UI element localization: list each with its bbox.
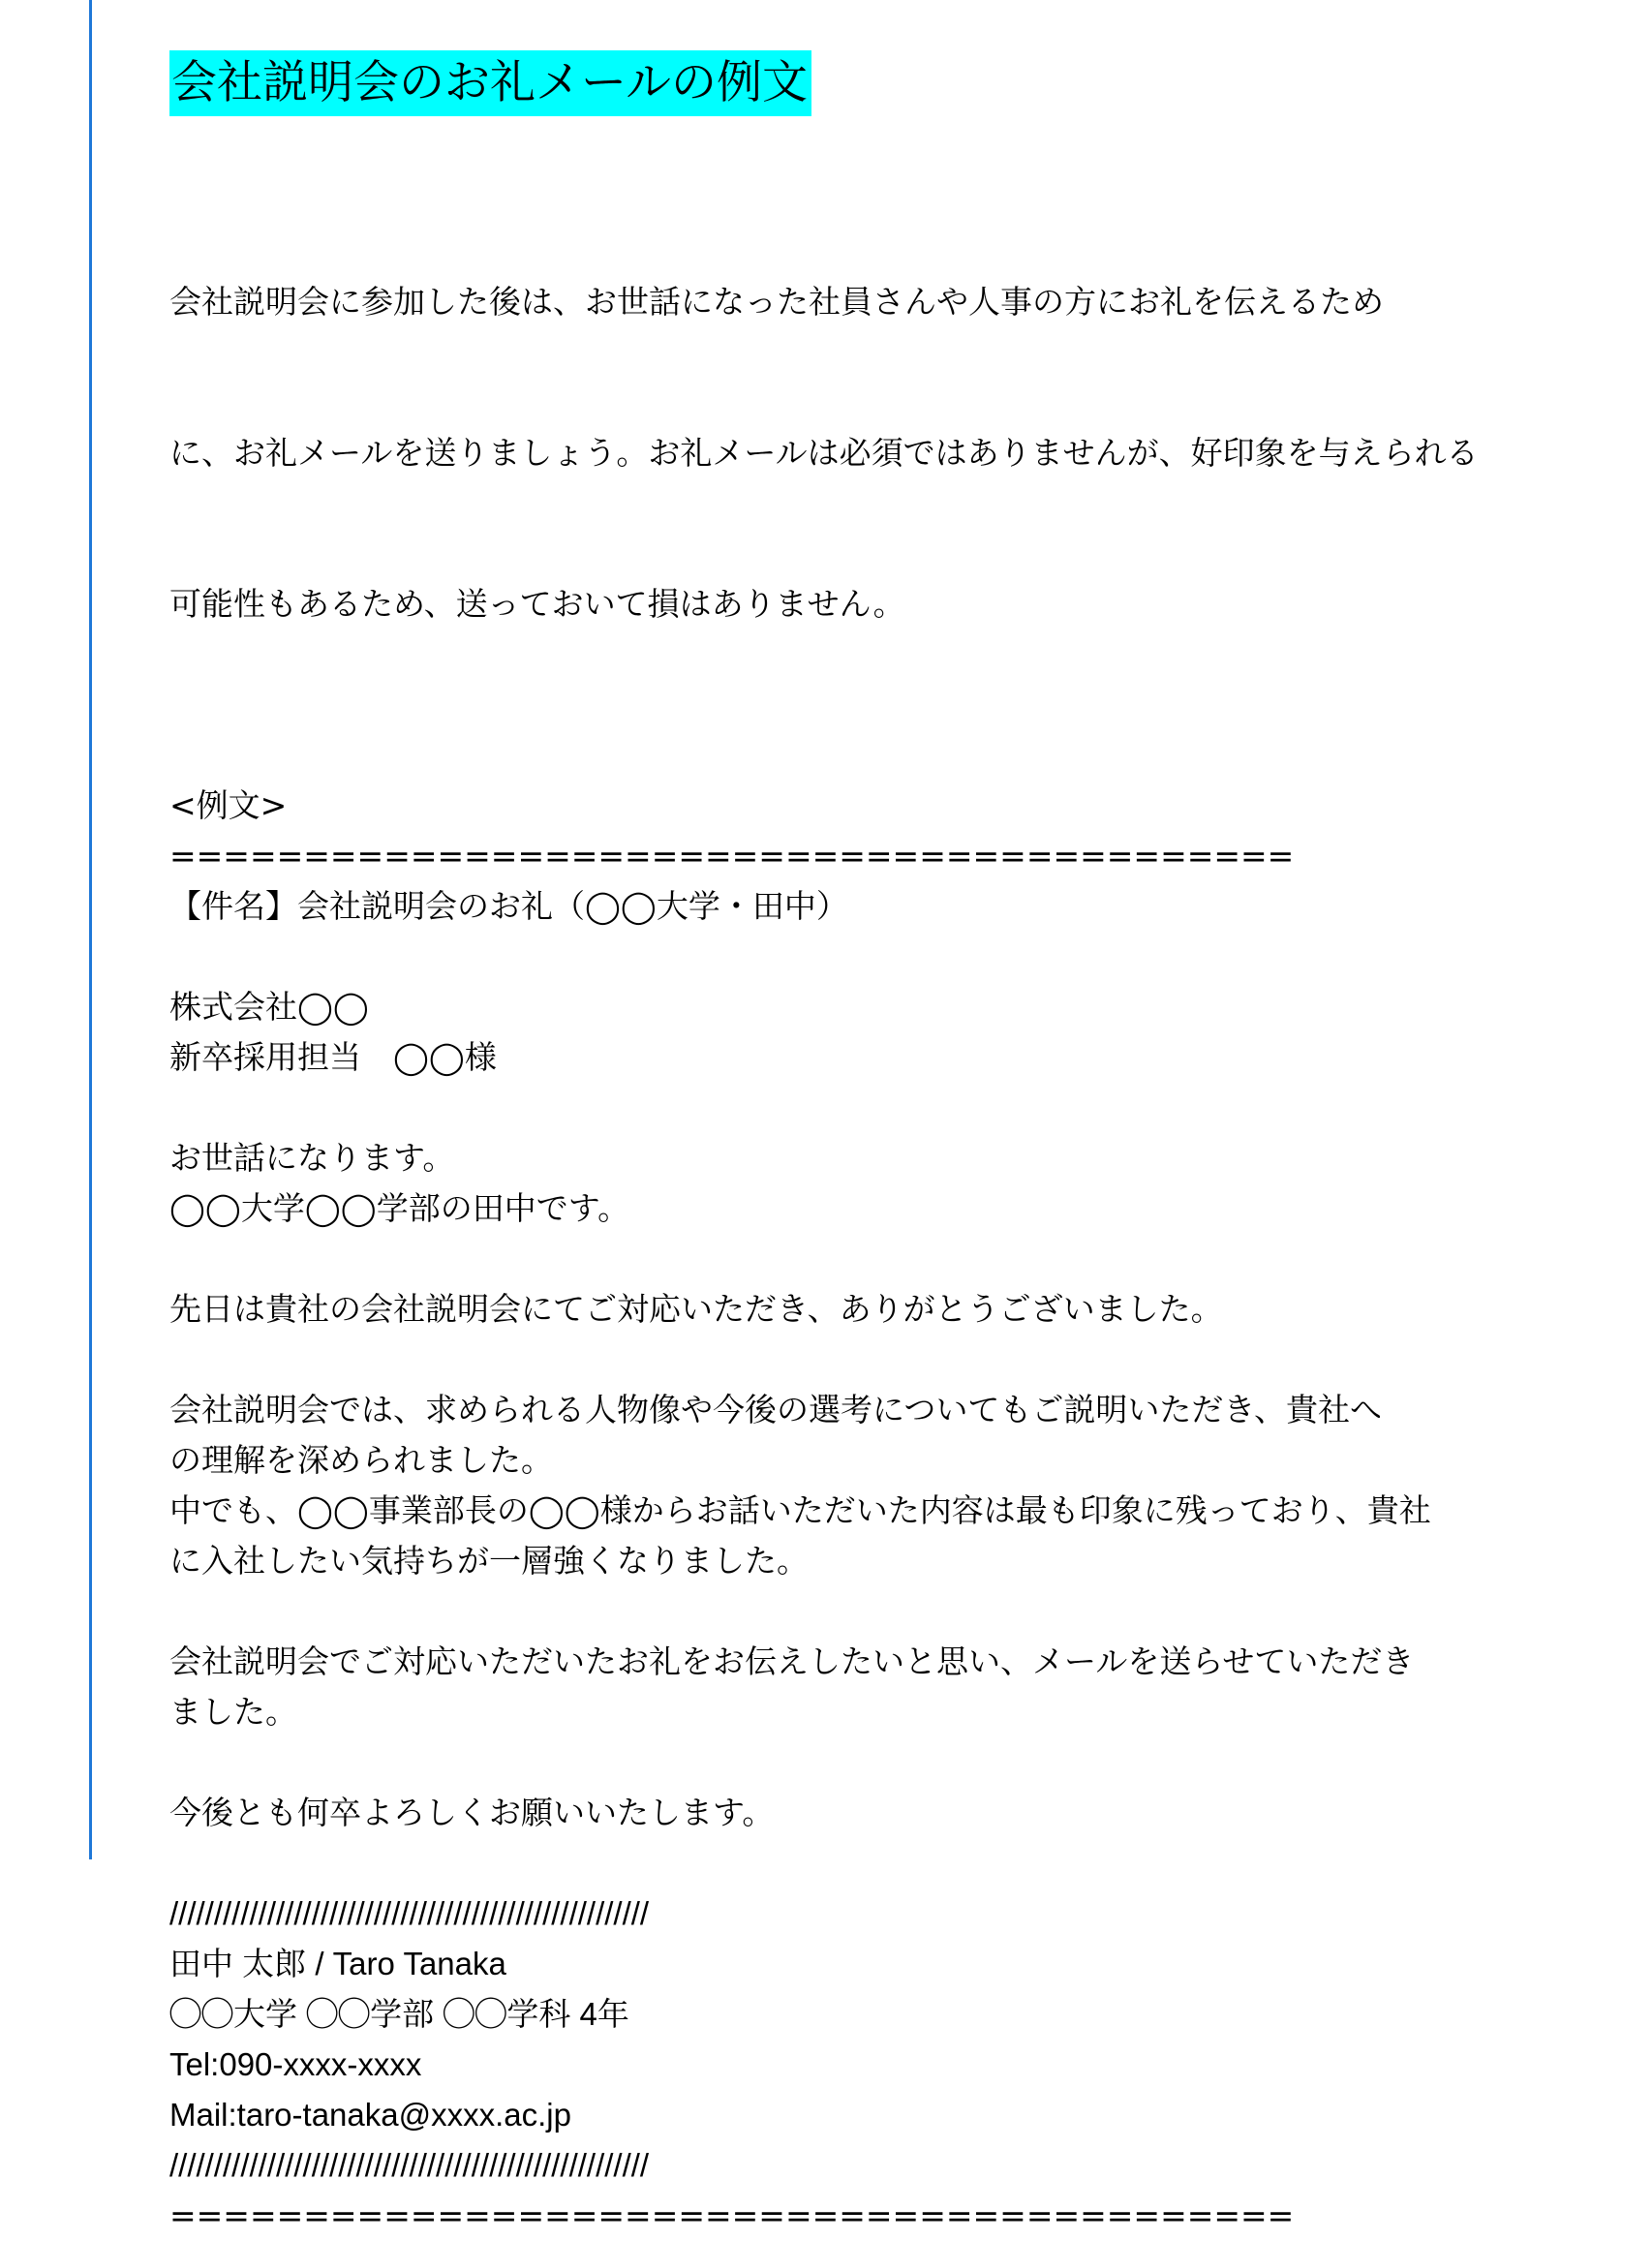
blank-line: [169, 1838, 1525, 1888]
separator-top: ==========================================: [169, 837, 1295, 875]
signature-border-top: //////////////////////////////////////////////////////: [169, 1895, 650, 1931]
body-line: 中でも、◯◯事業部長の◯◯様からお話いただいた内容は最も印象に残っており、貴社: [169, 1491, 1431, 1529]
intro-line: 会社説明会に参加した後は、お世話になった社員さんや人事の方にお礼を伝えるため: [169, 283, 1384, 321]
blank-line: [169, 1335, 1525, 1385]
intro-line: 可能性もあるため、送っておいて損はありません。: [169, 585, 905, 623]
email-subject: 【件名】会社説明会のお礼（◯◯大学・田中）: [169, 887, 848, 925]
intro-paragraph: [169, 176, 1525, 730]
blank-line: [169, 1586, 1525, 1637]
body-line: ました。: [169, 1693, 297, 1731]
blank-line: [169, 1737, 1525, 1788]
body-line: の理解を深められました。: [169, 1441, 553, 1479]
blank-line: [169, 1234, 1525, 1284]
example-label: <例文>: [169, 786, 288, 824]
intro-line: に、お礼メールを送りましょう。お礼メールは必須ではありませんが、好印象を与えられる: [169, 434, 1479, 472]
signature-affiliation: ◯◯大学 ◯◯学部 ◯◯学科 4年: [169, 1996, 629, 2032]
closing-line: 今後とも何卒よろしくお願いいたします。: [169, 1794, 775, 1831]
self-intro-line: ◯◯大学◯◯学部の田中です。: [169, 1189, 630, 1227]
greeting-line: お世話になります。: [169, 1139, 455, 1177]
signature-name: 田中 太郎 / Taro Tanaka: [169, 1946, 506, 1981]
example-email: [169, 781, 1525, 2241]
left-border-line: [89, 0, 92, 1859]
blank-line: [169, 932, 1525, 982]
body-line: に入社したい気持ちが一層強くなりました。: [169, 1542, 809, 1580]
section-heading: 会社説明会のお礼メールの例文: [169, 50, 811, 116]
thanks-line: 先日は貴社の会社説明会にてご対応いただき、ありがとうございました。: [169, 1290, 1223, 1328]
signature-tel: Tel:090-xxxx-xxxx: [169, 2046, 422, 2082]
separator-bottom: ==========================================: [169, 2196, 1295, 2234]
recipient-name: 新卒採用担当 ◯◯様: [169, 1038, 497, 1076]
company-name: 株式会社◯◯: [169, 988, 369, 1026]
body-line: 会社説明会では、求められる人物像や今後の選考についてもご説明いただき、貴社へ: [169, 1391, 1383, 1428]
article-content: [169, 50, 1525, 2241]
signature-border-bottom: //////////////////////////////////////////////////////: [169, 2147, 650, 2183]
signature-mail: Mail:taro-tanaka@xxxx.ac.jp: [169, 2097, 571, 2133]
body-line: 会社説明会でご対応いただいたお礼をお伝えしたいと思い、メールを送らせていただき: [169, 1642, 1415, 1680]
blank-line: [169, 1083, 1525, 1133]
